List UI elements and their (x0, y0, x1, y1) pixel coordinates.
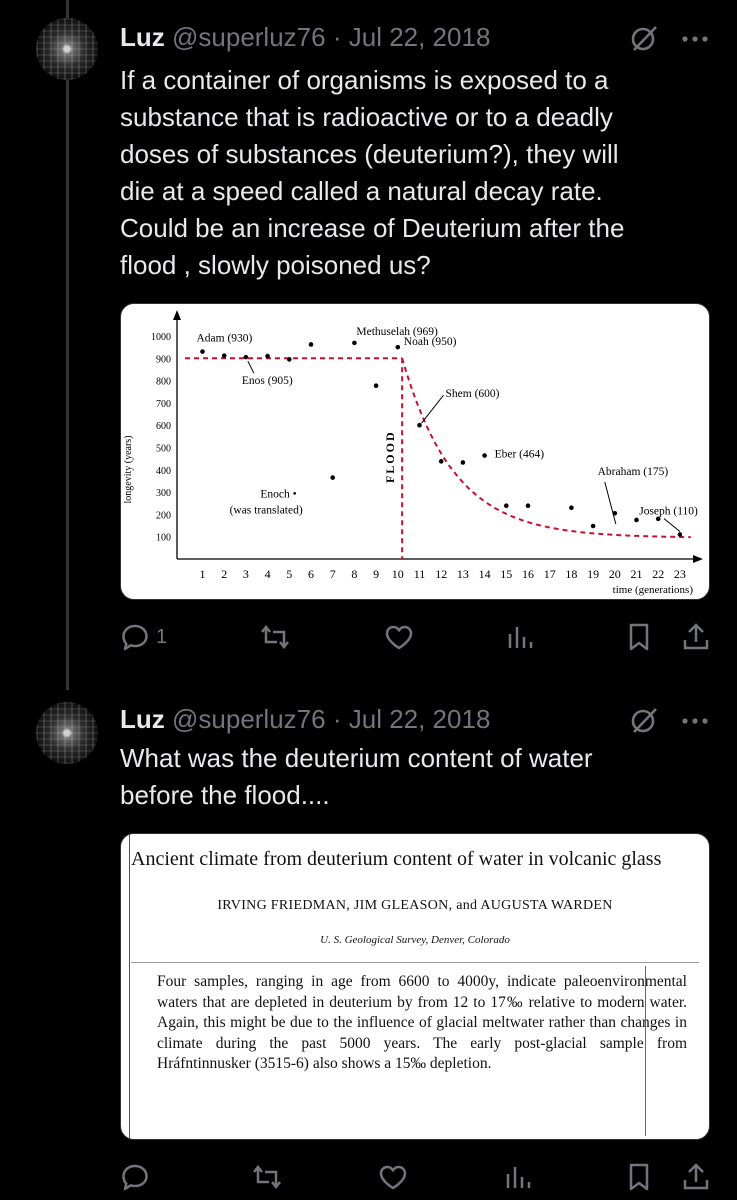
reply-icon (120, 1162, 150, 1192)
x-tick-label: 2 (221, 567, 228, 581)
like-icon (377, 1162, 409, 1192)
like-button[interactable] (383, 622, 415, 652)
retweet-button[interactable] (259, 622, 291, 652)
paper-title: Ancient climate from deuterium content of water in volcanic glass (131, 848, 662, 870)
x-tick-label: 1 (199, 567, 206, 581)
x-tick-label: 19 (587, 567, 600, 581)
data-point (244, 355, 249, 360)
like-icon (383, 622, 415, 652)
paper-abstract: Four samples, ranging in age from 6600 to 4000y, indicate paleoenvironmental waters that are depleted in deuterium by from 12 to 17‰ relative to modern water. Again, this might be due to the influence of glacial meltwater rather than changes in climate during the past 5000 years. The early post-glacial sample from Hráfntinnusker (3515-6) also shows a 15‰ depletion. (157, 973, 687, 1072)
y-tick-label: 700 (156, 398, 171, 410)
annotation-leader (248, 361, 254, 373)
y-tick-label: 400 (156, 465, 171, 477)
y-axis-label: longevity (years) (123, 435, 134, 504)
grok-icon[interactable] (629, 706, 659, 736)
data-point (265, 354, 270, 359)
data-point (287, 357, 292, 362)
x-tick-label: 4 (264, 567, 271, 581)
chart-annotation: (was translated) (229, 504, 303, 517)
data-point (374, 383, 379, 388)
x-tick-label: 10 (391, 567, 404, 581)
y-tick-label: 1000 (151, 332, 171, 343)
y-tick-label: 900 (156, 354, 171, 366)
bookmark-button[interactable] (626, 1162, 652, 1192)
share-button[interactable] (682, 1162, 710, 1192)
display-name[interactable]: Luz (120, 704, 165, 734)
chart-annotation: Abraham (175) (597, 465, 669, 478)
tweet-text-line: die at a speed called a natural decay rate. (120, 176, 603, 206)
header-icons (629, 706, 709, 736)
tweet-text-line: before the flood.... (120, 780, 330, 810)
tweet-text-line: If a container of organisms is exposed to a (120, 65, 609, 95)
data-point (678, 532, 683, 537)
more-icon[interactable] (681, 716, 709, 726)
chart-image[interactable] (120, 303, 710, 600)
chart-annotation: Methuselah (969) (356, 325, 438, 338)
annotation-leader (422, 395, 444, 423)
y-tick-label: 800 (156, 376, 171, 388)
tweet-date[interactable]: Jul 22, 2018 (348, 704, 491, 734)
data-point (396, 345, 401, 350)
data-point (439, 459, 444, 464)
tweet-actions (120, 622, 710, 652)
y-axis-arrow (173, 310, 181, 320)
chart-annotation: Enos (905) (241, 375, 293, 388)
paper-divider (131, 962, 699, 963)
tweet-text (120, 740, 720, 814)
x-axis-label: time (generations) (612, 584, 693, 596)
header-icons (629, 24, 709, 54)
tweet-text-line: What was the deuterium content of water (120, 743, 593, 773)
x-tick-label: 14 (478, 567, 491, 581)
chart-annotation: Noah (950) (403, 336, 457, 349)
x-tick-label: 15 (500, 567, 513, 581)
data-point (352, 341, 357, 346)
x-tick-label: 13 (456, 567, 469, 581)
data-point (482, 453, 487, 458)
tweet-text-line: substance that is radioactive or to a deadly (120, 102, 613, 132)
x-tick-label: 16 (522, 567, 534, 581)
avatar[interactable] (36, 18, 98, 80)
chart-annotation: Enoch • (260, 488, 297, 501)
retweet-button[interactable] (251, 1162, 283, 1192)
retweet-icon (251, 1162, 283, 1192)
retweet-icon (259, 622, 291, 652)
data-point (569, 505, 574, 510)
x-tick-label: 21 (630, 567, 643, 581)
paper-affiliation: U. S. Geological Survey, Denver, Colorado (320, 934, 510, 946)
avatar[interactable] (36, 702, 98, 764)
data-point (461, 460, 466, 465)
tweet-text-line: flood , slowly poisoned us? (120, 250, 431, 280)
views-button[interactable] (504, 1162, 532, 1192)
bookmark-button[interactable] (626, 622, 652, 652)
share-button[interactable] (682, 622, 710, 652)
data-point (417, 423, 422, 428)
views-button[interactable] (506, 622, 534, 652)
reply-icon (120, 622, 150, 652)
handle[interactable]: @superluz76 (172, 22, 326, 52)
annotation-leader (664, 518, 680, 531)
x-tick-label: 7 (329, 567, 336, 581)
x-tick-label: 3 (242, 567, 249, 581)
paper-image[interactable] (120, 833, 710, 1140)
data-point (526, 503, 531, 508)
grok-icon[interactable] (629, 24, 659, 54)
y-tick-label: 200 (156, 510, 171, 522)
tweet-text-line: doses of substances (deuterium?), they will (120, 139, 619, 169)
bookmark-icon (626, 622, 652, 652)
chart-annotation: Eber (464) (494, 448, 545, 461)
tweet-text-line: Could be an increase of Deuterium after the (120, 213, 625, 243)
paper-column-rule (645, 966, 646, 1136)
tweet-actions (120, 1162, 710, 1192)
x-tick-label: 22 (652, 567, 665, 581)
reply-count: 1 (156, 625, 168, 648)
x-tick-label: 20 (608, 567, 621, 581)
views-icon (506, 622, 534, 652)
reply-button[interactable] (120, 622, 167, 652)
chart-annotation: Shem (600) (445, 388, 500, 401)
y-tick-label: 600 (156, 421, 171, 433)
data-point (591, 524, 596, 529)
x-tick-label: 18 (565, 567, 578, 581)
reply-button[interactable] (120, 1162, 156, 1192)
separator: · (332, 22, 342, 52)
data-point (330, 475, 335, 480)
tweet-date[interactable]: Jul 22, 2018 (348, 22, 491, 52)
tweet-header (120, 22, 490, 53)
annotation-leader (605, 482, 616, 524)
data-point (504, 503, 509, 508)
more-icon[interactable] (681, 34, 709, 44)
chart-annotation: Joseph (110) (639, 505, 698, 518)
x-tick-label: 6 (308, 567, 314, 581)
tweet-header (120, 704, 490, 735)
x-tick-label: 11 (413, 567, 426, 581)
chart-annotation: Adam (930) (196, 332, 253, 345)
display-name[interactable]: Luz (120, 22, 165, 52)
x-tick-label: 9 (373, 567, 380, 581)
data-point (634, 518, 639, 523)
x-tick-label: 12 (435, 567, 448, 581)
paper-authors: IRVING FRIEDMAN, JIM GLEASON, and AUGUSTA WARDEN (217, 898, 613, 913)
flood-label: FLOOD (383, 430, 398, 484)
bookmark-icon (626, 1162, 652, 1192)
x-tick-label: 23 (673, 567, 686, 581)
data-point (200, 349, 205, 354)
tweet[interactable] (0, 690, 737, 1200)
share-icon (682, 1162, 710, 1192)
y-tick-label: 300 (156, 488, 171, 500)
separator: · (332, 704, 342, 734)
share-icon (682, 622, 710, 652)
tweet-text (120, 62, 720, 284)
x-tick-label: 8 (351, 567, 358, 581)
data-point (309, 342, 314, 347)
x-axis-arrow (693, 555, 703, 563)
x-tick-label: 5 (286, 567, 293, 581)
y-tick-label: 500 (156, 443, 171, 455)
x-tick-label: 17 (543, 567, 556, 581)
longevity-chart (121, 304, 710, 600)
paper-border (129, 834, 130, 1139)
data-point (222, 353, 227, 358)
views-icon (504, 1162, 532, 1192)
like-button[interactable] (377, 1162, 409, 1192)
y-tick-label: 100 (156, 532, 171, 544)
handle[interactable]: @superluz76 (172, 704, 326, 734)
